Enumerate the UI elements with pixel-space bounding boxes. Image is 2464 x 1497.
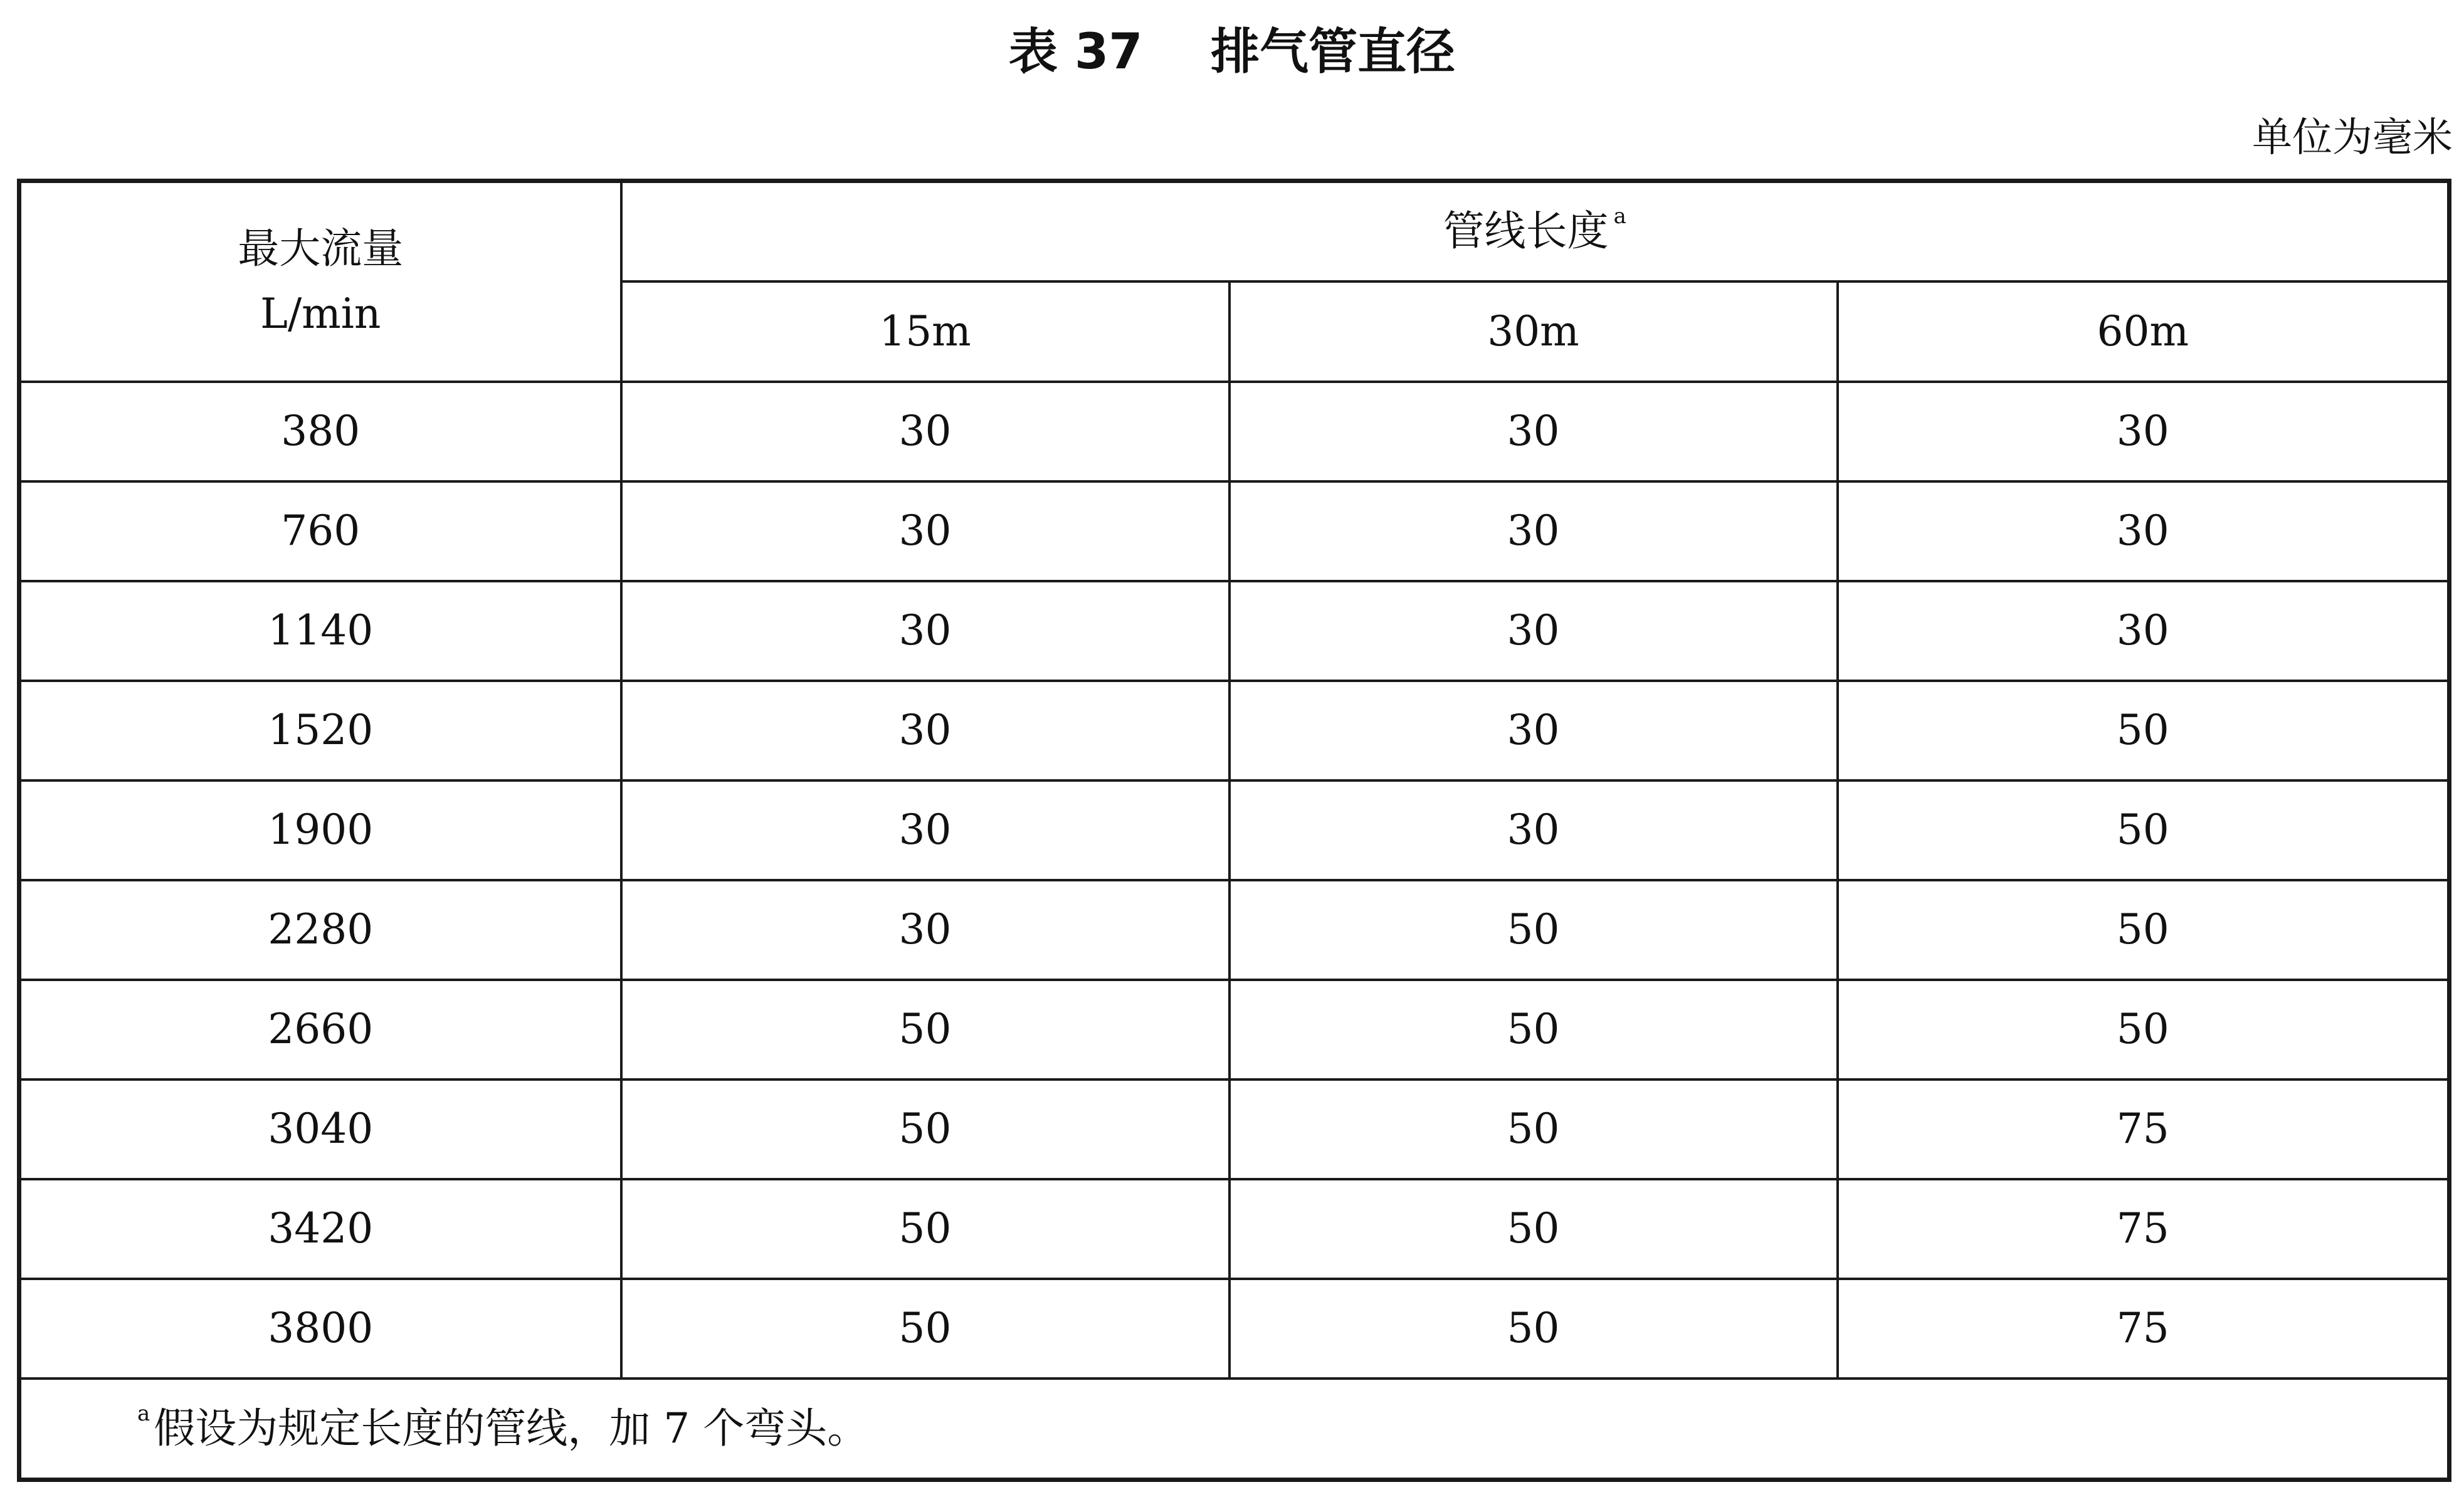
diameter-cell: 50 <box>1229 980 1838 1079</box>
diameter-cell: 30 <box>621 382 1229 481</box>
diameter-cell: 30 <box>1229 780 1838 880</box>
diameter-cell: 50 <box>1229 1079 1838 1179</box>
flow-cell: 3420 <box>19 1179 621 1279</box>
column-header-30m: 30m <box>1229 281 1838 382</box>
diameter-cell: 50 <box>1838 780 2450 880</box>
pipe-length-header <box>621 181 2450 281</box>
diameter-cell: 30 <box>621 681 1229 780</box>
diameter-cell: 75 <box>1838 1279 2450 1379</box>
diameter-cell: 50 <box>1229 1179 1838 1279</box>
diameter-cell: 30 <box>621 880 1229 980</box>
flow-cell: 2660 <box>19 980 621 1079</box>
footnote-cell <box>19 1379 2450 1480</box>
footnote-mark: a <box>137 1400 150 1426</box>
pipe-length-label: 管线长度 <box>1443 207 1609 256</box>
flow-cell: 1140 <box>19 581 621 681</box>
table-row <box>19 681 2450 780</box>
diameter-cell: 30 <box>1229 681 1838 780</box>
diameter-cell: 30 <box>1838 382 2450 481</box>
diameter-cell: 50 <box>621 1279 1229 1379</box>
diameter-cell: 30 <box>621 481 1229 581</box>
table-row <box>19 581 2450 681</box>
diameter-cell: 30 <box>1838 481 2450 581</box>
table-row <box>19 481 2450 581</box>
diameter-cell: 30 <box>1838 581 2450 681</box>
table-row <box>19 1279 2450 1379</box>
flow-cell: 1520 <box>19 681 621 780</box>
diameter-cell: 50 <box>1838 681 2450 780</box>
table-row <box>19 880 2450 980</box>
flow-cell: 760 <box>19 481 621 581</box>
table-row <box>19 980 2450 1079</box>
table-row <box>19 1179 2450 1279</box>
header-row-1 <box>19 181 2450 281</box>
diameter-cell: 50 <box>621 1179 1229 1279</box>
table-row <box>19 382 2450 481</box>
unit-note: 单位为毫米 <box>2252 115 2453 161</box>
flow-cell: 3040 <box>19 1079 621 1179</box>
max-flow-unit: L/min <box>260 290 381 339</box>
exhaust-pipe-diameter-table <box>17 179 2451 1482</box>
flow-cell: 380 <box>19 382 621 481</box>
table-row <box>19 1079 2450 1179</box>
max-flow-header <box>19 181 621 382</box>
flow-cell: 2280 <box>19 880 621 980</box>
max-flow-label: 最大流量 <box>238 224 404 273</box>
footnote-row <box>19 1379 2450 1480</box>
diameter-cell: 30 <box>1229 481 1838 581</box>
diameter-cell: 75 <box>1838 1079 2450 1179</box>
diameter-cell: 50 <box>1838 880 2450 980</box>
flow-cell: 3800 <box>19 1279 621 1379</box>
diameter-cell: 50 <box>621 980 1229 1079</box>
pipe-length-note-mark: a <box>1613 204 1626 229</box>
diameter-cell: 30 <box>1229 581 1838 681</box>
diameter-cell: 50 <box>1229 1279 1838 1379</box>
diameter-cell: 50 <box>621 1079 1229 1179</box>
diameter-cell: 30 <box>621 780 1229 880</box>
diameter-cell: 75 <box>1838 1179 2450 1279</box>
footnote-text: 假设为规定长度的管线，加 7 个弯头。 <box>154 1404 869 1452</box>
table-row <box>19 780 2450 880</box>
diameter-cell: 30 <box>621 581 1229 681</box>
table-title: 表 37 排气管直径 <box>1008 24 1456 80</box>
diameter-cell: 50 <box>1838 980 2450 1079</box>
column-header-60m: 60m <box>1838 281 2450 382</box>
diameter-cell: 30 <box>1229 382 1838 481</box>
diameter-cell: 50 <box>1229 880 1838 980</box>
column-header-15m: 15m <box>621 281 1229 382</box>
flow-cell: 1900 <box>19 780 621 880</box>
